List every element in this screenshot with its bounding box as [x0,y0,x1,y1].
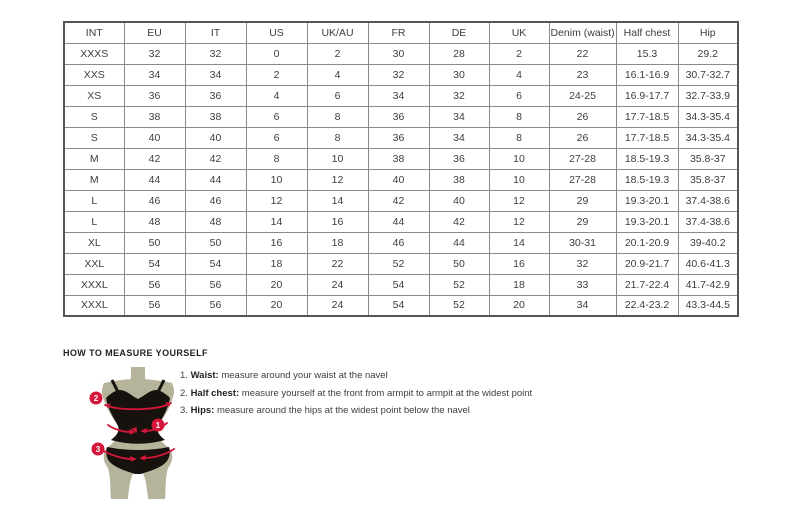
table-cell: XXXS [64,43,124,64]
table-cell: 37.4-38.6 [678,211,738,232]
table-cell: 52 [429,274,489,295]
table-cell: 14 [307,190,368,211]
mannequin-illustration-icon [84,366,192,506]
step-number: 1. [180,370,191,381]
badge-half-chest-number: 2 [93,394,99,403]
table-cell: 2 [489,43,549,64]
table-cell: 56 [185,274,246,295]
table-cell: 44 [429,232,489,253]
table-cell: 46 [368,232,429,253]
table-cell: 18 [307,232,368,253]
table-row [64,190,738,211]
table-row [64,64,738,85]
table-cell: 48 [185,211,246,232]
table-cell: 6 [246,127,307,148]
column-header: Hip [678,22,738,43]
table-cell: 18 [489,274,549,295]
table-cell: 42 [429,211,489,232]
table-cell: 4 [307,64,368,85]
table-cell: L [64,211,124,232]
table-cell: M [64,169,124,190]
table-cell: 17.7-18.5 [616,127,678,148]
table-cell: 16 [246,232,307,253]
badge-hips [92,443,105,456]
table-cell: S [64,127,124,148]
table-cell: XS [64,85,124,106]
table-cell: 38 [185,106,246,127]
table-cell: M [64,148,124,169]
column-header: Half chest [616,22,678,43]
step-text: measure around your waist at the navel [218,370,388,381]
table-cell: 34.3-35.4 [678,106,738,127]
step-term: Half chest: [190,387,240,399]
table-cell: XXXL [64,274,124,295]
table-cell: 56 [124,295,185,316]
table-header [64,22,738,43]
table-cell: 30 [368,43,429,64]
table-body [64,43,738,316]
column-header: Denim (waist) [549,22,616,43]
table-cell: 35.8-37 [678,148,738,169]
table-cell: 36 [185,85,246,106]
table-cell: 40 [429,190,489,211]
table-cell: 22.4-23.2 [616,295,678,316]
column-header: EU [124,22,185,43]
table-cell: 29 [549,190,616,211]
table-row [64,232,738,253]
table-cell: 20.9-21.7 [616,253,678,274]
table-cell: 19.3-20.1 [616,211,678,232]
header-row [64,22,738,43]
table-cell: XXXL [64,295,124,316]
table-cell: 8 [307,127,368,148]
table-cell: 16.9-17.7 [616,85,678,106]
table-cell: 12 [307,169,368,190]
table-cell: 50 [124,232,185,253]
table-cell: XXS [64,64,124,85]
table-cell: 46 [124,190,185,211]
table-cell: 40 [124,127,185,148]
table-cell: 50 [185,232,246,253]
table-cell: 18.5-19.3 [616,169,678,190]
table-cell: 16 [307,211,368,232]
table-row [64,106,738,127]
table-cell: 56 [124,274,185,295]
table-cell: 8 [489,127,549,148]
table-cell: 30-31 [549,232,616,253]
table-cell: 42 [368,190,429,211]
badge-hips-number: 3 [95,445,101,454]
table-cell: 50 [429,253,489,274]
table-cell: 16.1-16.9 [616,64,678,85]
table-cell: 17.7-18.5 [616,106,678,127]
table-cell: 24 [307,295,368,316]
badge-waist [152,419,165,432]
table-cell: 18 [246,253,307,274]
table-cell: 12 [489,190,549,211]
table-cell: 34 [185,64,246,85]
table-cell: 6 [307,85,368,106]
table-cell: 38 [429,169,489,190]
table-cell: 32 [124,43,185,64]
table-cell: 22 [549,43,616,64]
table-row [64,211,738,232]
table-cell: 34 [124,64,185,85]
table-cell: 44 [185,169,246,190]
table-cell: 29.2 [678,43,738,64]
column-header: DE [429,22,489,43]
table-cell: 52 [429,295,489,316]
table-cell: 21.7-22.4 [616,274,678,295]
table-cell: 0 [246,43,307,64]
table-row [64,85,738,106]
table-cell: 14 [246,211,307,232]
table-cell: 18.5-19.3 [616,148,678,169]
table-cell: 14 [489,232,549,253]
step-text: measure around the hips at the widest point below the navel [214,405,470,416]
table-cell: 43.3-44.5 [678,295,738,316]
table-cell: 39-40.2 [678,232,738,253]
measure-step [180,389,532,399]
table-cell: 20 [246,274,307,295]
table-cell: XL [64,232,124,253]
table-cell: 36 [368,106,429,127]
table-cell: 34.3-35.4 [678,127,738,148]
column-header: UK/AU [307,22,368,43]
table-cell: 32 [429,85,489,106]
column-header: UK [489,22,549,43]
table-cell: 42 [185,148,246,169]
table-cell: 20 [489,295,549,316]
table-cell: 26 [549,127,616,148]
table-cell: 30.7-32.7 [678,64,738,85]
table-cell: 10 [307,148,368,169]
table-cell: 15.3 [616,43,678,64]
step-number: 2. [180,387,191,399]
column-header: INT [64,22,124,43]
table-cell: 37.4-38.6 [678,190,738,211]
table-row [64,169,738,190]
table-cell: S [64,106,124,127]
table-row [64,148,738,169]
table-cell: 28 [429,43,489,64]
table-cell: L [64,190,124,211]
table-cell: 54 [124,253,185,274]
step-number: 3. [180,405,191,416]
size-chart-table [63,21,739,317]
table-cell: 56 [185,295,246,316]
table-cell: 12 [246,190,307,211]
table-cell: 4 [246,85,307,106]
table-cell: 23 [549,64,616,85]
table-row [64,253,738,274]
table-cell: 48 [124,211,185,232]
table-cell: 32 [185,43,246,64]
table-cell: 46 [185,190,246,211]
table-cell: 4 [489,64,549,85]
column-header: IT [185,22,246,43]
measure-heading: HOW TO MEASURE YOURSELF [63,348,208,358]
table-cell: 20 [246,295,307,316]
table-cell: 22 [307,253,368,274]
measure-step [180,371,532,381]
table-cell: 10 [246,169,307,190]
table-cell: 6 [489,85,549,106]
table-cell: 24-25 [549,85,616,106]
table-cell: 34 [429,127,489,148]
table-cell: 29 [549,211,616,232]
table-cell: 35.8-37 [678,169,738,190]
table-cell: 19.3-20.1 [616,190,678,211]
table-cell: 44 [368,211,429,232]
table-cell: 38 [124,106,185,127]
table-row [64,295,738,316]
table-cell: 38 [368,148,429,169]
table-cell: 44 [124,169,185,190]
table-cell: 42 [124,148,185,169]
table-cell: 32 [368,64,429,85]
table-cell: 40 [368,169,429,190]
table-cell: 54 [368,274,429,295]
measurement-figure [84,366,192,506]
step-term: Waist: [190,370,219,381]
table-cell: 36 [368,127,429,148]
table-cell: 40 [185,127,246,148]
table-cell: 40.6-41.3 [678,253,738,274]
table-cell: 32 [549,253,616,274]
table-cell: 10 [489,148,549,169]
table-cell: 24 [307,274,368,295]
table-cell: 52 [368,253,429,274]
table-cell: 54 [185,253,246,274]
table-cell: 33 [549,274,616,295]
table-cell: 16 [489,253,549,274]
table-cell: 8 [246,148,307,169]
table-cell: 10 [489,169,549,190]
measure-step [180,406,532,416]
table-cell: 26 [549,106,616,127]
table-cell: 36 [124,85,185,106]
table-cell: 27-28 [549,148,616,169]
badge-half-chest [90,392,103,405]
table-cell: 34 [549,295,616,316]
table-cell: 30 [429,64,489,85]
column-header: US [246,22,307,43]
table-cell: 41.7-42.9 [678,274,738,295]
table-row [64,43,738,64]
table-cell: 36 [429,148,489,169]
table-row [64,127,738,148]
badge-waist-number: 1 [155,421,161,430]
table-cell: 6 [246,106,307,127]
table-cell: 34 [429,106,489,127]
table-cell: 12 [489,211,549,232]
table-cell: XXL [64,253,124,274]
table-row [64,274,738,295]
step-term: Hips: [190,405,215,416]
table-cell: 32.7-33.9 [678,85,738,106]
table-cell: 34 [368,85,429,106]
table-cell: 27-28 [549,169,616,190]
measure-steps [180,371,532,424]
table-cell: 20.1-20.9 [616,232,678,253]
table-cell: 8 [489,106,549,127]
table-cell: 2 [246,64,307,85]
table-cell: 2 [307,43,368,64]
step-text: measure yourself at the front from armpit to armpit at the widest point [239,387,533,399]
table-cell: 54 [368,295,429,316]
column-header: FR [368,22,429,43]
table-cell: 8 [307,106,368,127]
